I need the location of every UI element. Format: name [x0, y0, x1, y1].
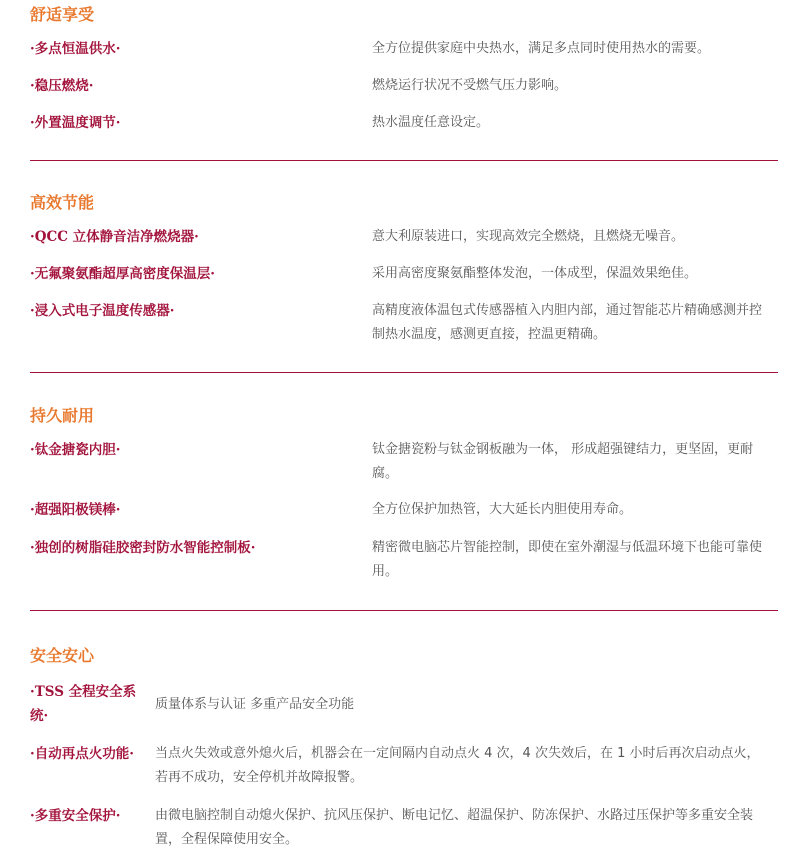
feature-desc: 采用高密度聚氨酯整体发泡，一体成型，保温效果绝佳。 — [372, 266, 698, 281]
feature-desc: 全方位保护加热管，大大延长内胆使用寿命。 — [372, 502, 633, 517]
feature-desc: 质量体系与认证 多重产品安全功能 — [155, 697, 355, 712]
feature-desc: 意大利原装进口，实现高效完全燃烧，且燃烧无噪音。 — [372, 229, 685, 244]
feature-label: ·独创的树脂硅胶密封防水智能控制板· — [30, 540, 256, 556]
feature-desc: 热水温度任意设定。 — [372, 115, 490, 130]
section-title: 安全安心 — [30, 646, 95, 665]
section-divider — [30, 160, 778, 161]
feature-desc: 全方位提供家庭中央热水，满足多点同时使用热水的需要。 — [372, 41, 711, 56]
feature-desc: 高精度液体温包式传感器植入内胆内部，通过智能芯片精确感测并控制热水温度，感测更直接，控温更精确。 — [372, 303, 763, 342]
feature-desc: 燃烧运行状况不受燃气压力影响。 — [372, 78, 568, 93]
section-title: 持久耐用 — [30, 406, 95, 425]
feature-label: ·无氟聚氨酯超厚高密度保温层· — [30, 266, 215, 282]
section-title: 舒适享受 — [30, 5, 95, 24]
section-title: 高效节能 — [30, 193, 95, 212]
feature-desc: 由微电脑控制自动熄火保护、抗风压保护、断电记忆、超温保护、防冻保护、水路过压保护等多重安全装置，全程保障使用安全。 — [155, 808, 754, 847]
feature-label: ·多重安全保护· — [30, 808, 121, 824]
section-divider — [30, 372, 778, 373]
feature-label: ·外置温度调节· — [30, 115, 121, 131]
feature-label: ·钛金搪瓷内胆· — [30, 442, 121, 458]
feature-label: ·TSS 全程安全系统· — [30, 684, 137, 724]
feature-label: ·浸入式电子温度传感器· — [30, 303, 175, 319]
feature-desc: 精密微电脑芯片智能控制，即使在室外潮湿与低温环境下也能可靠使用。 — [372, 540, 763, 579]
feature-desc: 当点火失效或意外熄火后，机器会在一定间隔内自动点火 4 次，4 次失效后，在 1 小时后再次启动点火，若再不成功，安全停机并故障报警。 — [155, 746, 760, 785]
feature-label: ·自动再点火功能· — [30, 746, 134, 762]
feature-desc: 钛金搪瓷粉与钛金钢板融为一体， 形成超强键结力，更坚固，更耐腐。 — [372, 442, 754, 481]
feature-label: ·QCC 立体静音洁净燃烧器· — [30, 229, 199, 245]
feature-label: ·超强阳极镁棒· — [30, 502, 121, 518]
feature-label: ·多点恒温供水· — [30, 41, 121, 57]
section-divider — [30, 610, 778, 611]
feature-label: ·稳压燃烧· — [30, 78, 94, 94]
